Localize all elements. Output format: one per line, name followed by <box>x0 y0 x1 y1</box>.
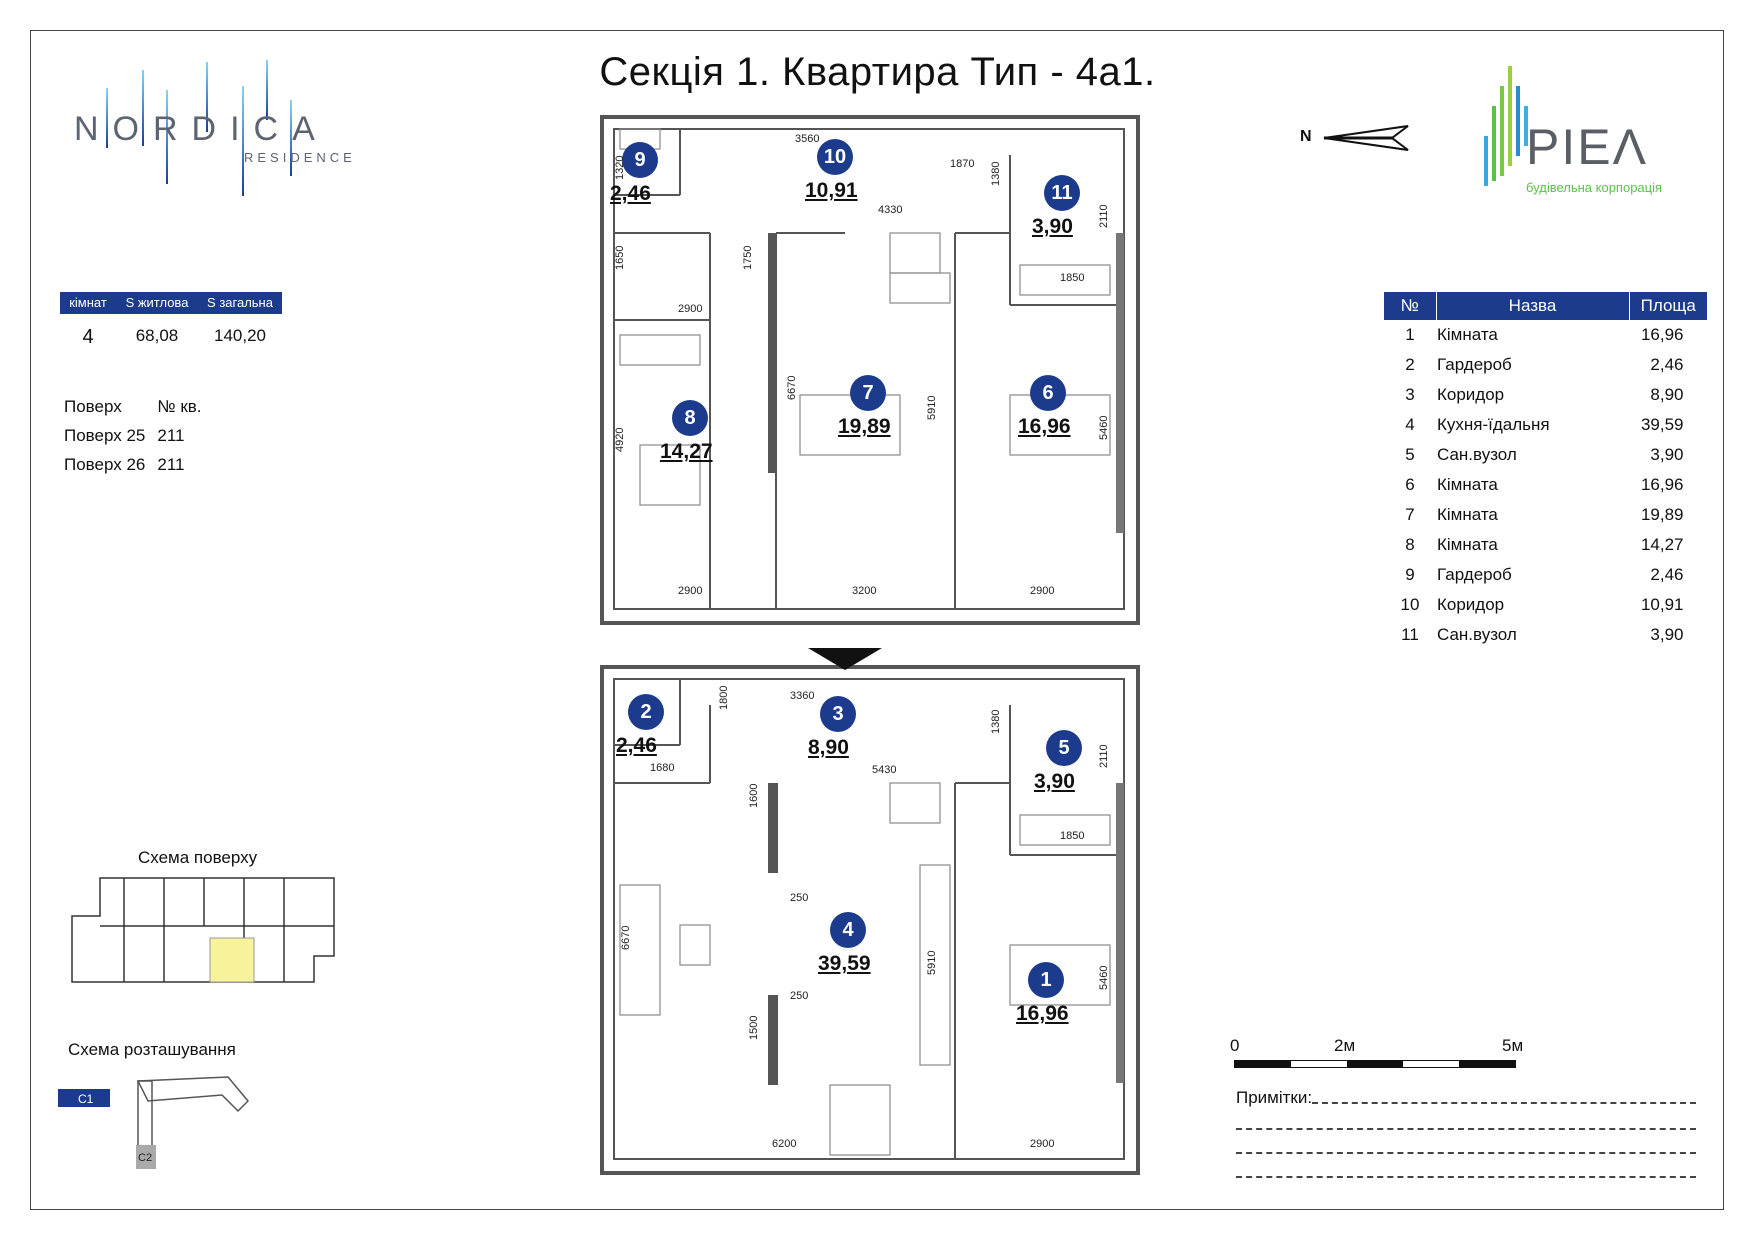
room-number-cell: 4 <box>1405 415 1415 434</box>
location-scheme-label: Схема розташування <box>68 1040 236 1059</box>
rooms-header-num: № <box>1384 292 1436 320</box>
table-row <box>1384 320 1708 350</box>
dimension-label: 2900 <box>1030 1138 1055 1150</box>
room-marker: 9 <box>622 142 658 178</box>
room-number-cell: 10 <box>1400 595 1420 614</box>
table-row <box>1384 470 1708 500</box>
summary-header-rooms: кімнат <box>69 295 107 310</box>
room-name-cell: Сан.вузол <box>1437 625 1517 644</box>
room-marker: 7 <box>850 375 886 411</box>
dimension-label: 1850 <box>1060 830 1085 842</box>
floors-table <box>64 392 214 479</box>
scale-5m: 5м <box>1502 1036 1524 1055</box>
floors-header-floor: Поверх <box>64 397 122 416</box>
table-row <box>1384 560 1708 590</box>
dimension-label: 6670 <box>786 375 798 400</box>
floor-cell: Поверх 25 <box>64 426 146 445</box>
location-scheme <box>58 1075 258 1175</box>
north-arrow <box>1300 128 1312 146</box>
room-number-cell: 6 <box>1405 475 1415 494</box>
room-area-label: 16,96 <box>1018 415 1071 438</box>
table-row <box>1384 350 1708 380</box>
table-row <box>1384 440 1708 470</box>
dimension-label: 3360 <box>790 690 815 702</box>
room-name-cell: Кухня-їдальня <box>1437 415 1550 434</box>
room-area-cell: 19,89 <box>1640 505 1684 524</box>
summary-header <box>60 292 282 314</box>
room-area-label: 3,90 <box>1032 215 1073 238</box>
summary-header-living: S житлова <box>125 295 189 310</box>
dimension-label: 2900 <box>1030 585 1055 597</box>
apt-cell: 211 <box>157 455 185 474</box>
dimension-label: 1380 <box>990 161 1002 186</box>
notes-line <box>1236 1128 1696 1130</box>
room-area-cell: 8,90 <box>1650 385 1684 404</box>
north-label: N <box>1300 128 1312 145</box>
table-row <box>1384 500 1708 530</box>
dimension-label: 1600 <box>748 783 760 808</box>
room-area-cell: 16,96 <box>1640 475 1684 494</box>
dimension-label: 1850 <box>1060 272 1085 284</box>
dimension-label: 1500 <box>748 1015 760 1040</box>
dimension-label: 4330 <box>878 204 903 216</box>
dimension-label: 2900 <box>678 585 703 597</box>
room-number-cell: 9 <box>1405 565 1415 584</box>
room-area-cell: 16,96 <box>1640 325 1684 344</box>
notes-label: Примітки: <box>1236 1088 1313 1107</box>
dimension-label: 2110 <box>1098 744 1110 768</box>
notes-line <box>1236 1152 1696 1154</box>
room-area-cell: 10,91 <box>1640 595 1684 614</box>
room-area-cell: 2,46 <box>1650 565 1684 584</box>
table-row <box>64 421 214 450</box>
room-name-cell: Кімната <box>1437 535 1498 554</box>
table-row <box>1384 410 1708 440</box>
room-name-cell: Кімната <box>1437 505 1498 524</box>
room-area-cell: 39,59 <box>1640 415 1684 434</box>
room-number-cell: 2 <box>1405 355 1415 374</box>
room-area-label: 3,90 <box>1034 770 1075 793</box>
dimension-label: 3200 <box>852 585 877 597</box>
logo-word: NORDICA <box>74 110 329 148</box>
down-arrow-icon <box>808 648 882 672</box>
room-area-cell: 3,90 <box>1650 445 1684 464</box>
summary-header-total: S загальна <box>207 295 273 310</box>
room-name-cell: Коридор <box>1437 385 1505 404</box>
dimension-label: 2900 <box>678 303 703 315</box>
table-row <box>64 450 214 479</box>
room-area-cell: 14,27 <box>1640 535 1684 554</box>
table-row <box>1384 620 1708 650</box>
summary-rooms: 4 <box>82 326 94 348</box>
room-number-cell: 3 <box>1405 385 1415 404</box>
notes-line <box>1236 1176 1696 1178</box>
room-area-cell: 2,46 <box>1650 355 1684 374</box>
room-name-cell: Гардероб <box>1437 565 1512 584</box>
room-marker: 6 <box>1030 375 1066 411</box>
dimension-label: 1750 <box>742 245 754 270</box>
dimension-label: 5910 <box>926 395 938 420</box>
dimension-label: 1800 <box>718 685 730 710</box>
room-area-cell: 3,90 <box>1650 625 1684 644</box>
room-marker: 4 <box>830 912 866 948</box>
room-name-cell: Гардероб <box>1437 355 1512 374</box>
room-number-cell: 7 <box>1405 505 1415 524</box>
room-area-label: 10,91 <box>805 179 858 202</box>
page-title: Секція 1. Квартира Тип - 4а1. <box>599 50 1156 94</box>
north-arrow-icon <box>1322 124 1412 154</box>
dimension-label: 2110 <box>1098 204 1110 228</box>
rooms-header-name: Назва <box>1436 292 1629 320</box>
room-marker: 5 <box>1046 730 1082 766</box>
location-tag-c1: C1 <box>78 1092 94 1106</box>
room-name-cell: Кімната <box>1437 475 1498 494</box>
logo-sub: RESIDENCE <box>244 150 356 165</box>
notes-line <box>1312 1102 1696 1104</box>
room-area-label: 16,96 <box>1016 1002 1069 1025</box>
table-row <box>1384 530 1708 560</box>
room-name-cell: Коридор <box>1437 595 1505 614</box>
summary-values <box>60 326 282 349</box>
table-row <box>1384 590 1708 620</box>
floors-header-apt: № кв. <box>157 397 202 416</box>
dimension-label: 1320 <box>614 155 626 180</box>
scale-2m: 2м <box>1334 1036 1356 1055</box>
room-number-cell: 11 <box>1401 625 1419 644</box>
dimension-label: 6200 <box>772 1138 797 1150</box>
rooms-table <box>1384 292 1708 650</box>
room-area-label: 39,59 <box>818 952 871 975</box>
table-row <box>1384 380 1708 410</box>
room-marker: 2 <box>628 694 664 730</box>
room-number-cell: 5 <box>1405 445 1415 464</box>
dimension-label: 5910 <box>926 950 938 975</box>
dimension-label: 5460 <box>1098 415 1110 440</box>
room-name-cell: Сан.вузол <box>1437 445 1517 464</box>
dimension-label: 1380 <box>990 709 1002 734</box>
dimension-label: 5430 <box>872 764 897 776</box>
room-area-label: 2,46 <box>616 734 657 757</box>
summary-living: 68,08 <box>135 326 179 345</box>
room-number-cell: 8 <box>1405 535 1415 554</box>
piea-word: PIEΛ <box>1526 119 1648 175</box>
nordica-logo <box>66 60 356 210</box>
dimension-label: 1650 <box>614 245 626 270</box>
room-marker: 10 <box>817 139 853 175</box>
apt-cell: 211 <box>157 426 185 445</box>
dimension-label: 4920 <box>614 427 626 452</box>
dimension-label: 3560 <box>795 133 820 145</box>
dimension-label: 5460 <box>1098 965 1110 990</box>
room-area-label: 2,46 <box>610 182 651 205</box>
summary-total: 140,20 <box>214 326 266 345</box>
floor-scheme <box>64 876 340 986</box>
room-area-label: 14,27 <box>660 440 713 463</box>
location-tag-c2: C2 <box>138 1152 153 1164</box>
rooms-header-area: Площа <box>1629 292 1708 320</box>
floor-scheme-label: Схема поверху <box>138 848 258 867</box>
room-marker: 8 <box>672 400 708 436</box>
room-marker: 11 <box>1044 175 1080 211</box>
room-marker: 3 <box>820 696 856 732</box>
room-marker: 1 <box>1028 962 1064 998</box>
floor-cell: Поверх 26 <box>64 455 146 474</box>
room-area-label: 8,90 <box>808 736 849 759</box>
room-area-label: 19,89 <box>838 415 891 438</box>
piea-logo <box>1480 66 1690 196</box>
dimension-label: 1680 <box>650 762 675 774</box>
dimension-label: 250 <box>790 990 809 1002</box>
scale-0: 0 <box>1230 1036 1240 1055</box>
room-name-cell: Кімната <box>1437 325 1498 344</box>
dimension-label: 6670 <box>620 925 632 950</box>
dimension-label: 1870 <box>950 158 975 170</box>
room-number-cell: 1 <box>1405 325 1415 344</box>
piea-sub: будівельна корпорація <box>1526 180 1663 195</box>
dimension-label: 250 <box>790 892 809 904</box>
